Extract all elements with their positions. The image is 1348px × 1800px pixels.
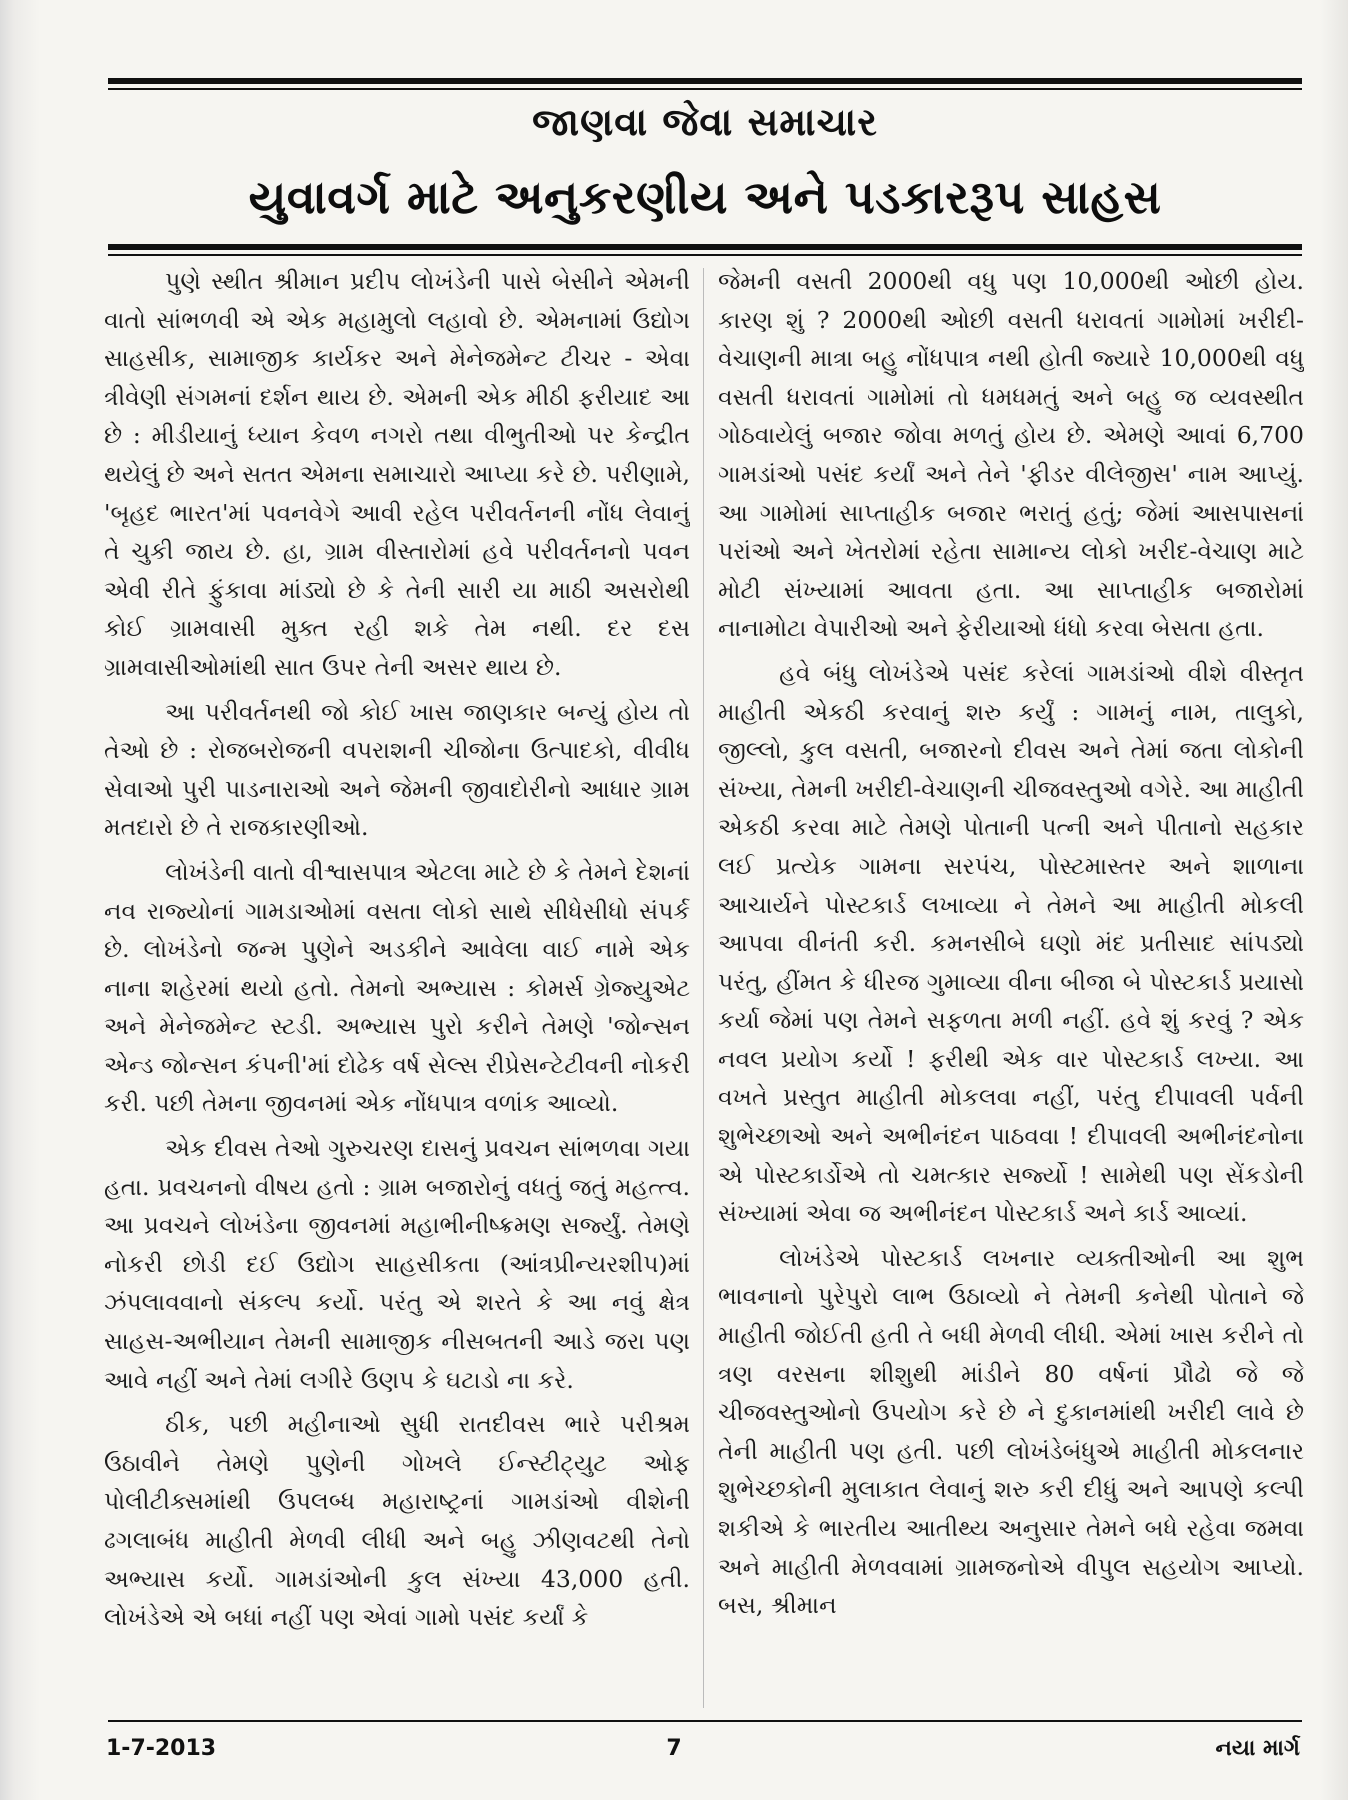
issue-date: 1-7-2013	[106, 1736, 217, 1761]
article-headline: યુવાવર્ગ માટે અનુકરણીય અને પડકારરૂપ સાહસ	[248, 170, 1162, 224]
right-paragraph-2: હવે બંધુ લોખંડેએ પસંદ કરેલાં ગામડાંઓ વીશે વીસ્તૃત માહીતી એકઠી કરવાનું શરુ કર્યું : ગામનું નામ, તાલુકો, જીલ્લો, કુલ વસતી, બજારનો દીવસ અને તેમાં જતા લોકોની સંખ્યા, તેમની ખરીદી-વેચાણની ચીજવસ્તુઓ વગેરે. આ માહીતી એકઠી કરવા માટે તેમણે પોતાની પત્ની અને પીતાનો સહકાર લઈ પ્રત્યેક ગામના સરપંચ, પોસ્ટમાસ્તર અને શાળાના આચાર્યને પોસ્ટકાર્ડ લખાવ્યા ને તેમને આ માહીતી મોકલી આપવા વીનંતી કરી. કમનસીબે ઘણો મંદ પ્રતીસાદ સાંપડ્યો પરંતુ, હીંમત કે ધીરજ ગુમાવ્યા વીના બીજા બે પોસ્ટકાર્ડ પ્રયાસો કર્યા જેમાં પણ તેમને સફળતા મળી નહીં. હવે શું કરવું ? એક નવલ પ્રયોગ કર્યો ! ફરીથી એક વાર પોસ્ટકાર્ડ લખ્યા. આ વખતે પ્રસ્તુત માહીતી મોકલવા નહીં, પરંતુ દીપાવલી પર્વની શુભેચ્છાઓ અને અભીનંદન પાઠવવા ! દીપાવલી અભીનંદનોના એ પોસ્ટકાર્ડોએ તો ચમત્કાર સર્જ્યો ! સામેથી પણ સેંકડોની સંખ્યામાં એવા જ અભીનંદન પોસ્ટકાર્ડ અને કાર્ડ આવ્યાં.	[718, 658, 1304, 1228]
column-divider	[703, 268, 704, 1708]
footer-rule	[108, 1720, 1302, 1722]
left-paragraph-3: લોખંડેની વાતો વીશ્વાસપાત્ર એટલા માટે છે કે તેમને દેશનાં નવ રાજ્યોનાં ગામડાઓમાં વસતા લોકો સાથે સીધેસીધો સંપર્ક છે. લોખંડેનો જન્મ પુણેને અડકીને આવેલા વાઈ નામે એક નાના શહેરમાં થયો હતો. તેમનો અભ્યાસ : કોમર્સ ગ્રેજ્યુએટ અને મેનેજમેન્ટ સ્ટડી. અભ્યાસ પુરો કરીને તેમણે 'જોન્સન એન્ડ જોન્સન કંપની'માં દોઢેક વર્ષ સેલ્સ રીપ્રેસન્ટેટીવની નોકરી કરી. પછી તેમના જીવનમાં એક નોંધપાત્ર વળાંક આવ્યો.	[104, 857, 690, 1118]
right-paragraph-1: જેમની વસતી 2000થી વધુ પણ 10,000થી ઓછી હોય. કારણ શું ? 2000થી ઓછી વસતી ધરાવતાં ગામોમાં ખરીદી- વેચાણની માત્રા બહુ નોંધપાત્ર નથી હોતી જ્યારે 10,000થી વધુ વસતી ધરાવતાં ગામોમાં તો ધમધમતું અને બહુ જ વ્યવસ્થીત ગોઠવાયેલું બજાર જોવા મળતું હોય છે. એમણે આવાં 6,700 ગામડાંઓ પસંદ કર્યાં અને તેને 'ફીડર વીલેજીસ' નામ આપ્યું. આ ગામોમાં સાપ્તાહીક બજાર ભરાતું હતું; જેમાં આસપાસનાં પરાંઓ અને ખેતરોમાં રહેતા સામાન્ય લોકો ખરીદ-વેચાણ માટે મોટી સંખ્યામાં આવતા હતા. આ સાપ્તાહીક બજારોમાં નાનામોટા વેપારીઓ અને ફેરીયાઓ ધંધો કરવા બેસતા હતા.	[718, 267, 1304, 643]
top-rule	[108, 78, 1302, 84]
left-paragraph-1: પુણે સ્થીત શ્રીમાન પ્રદીપ લોખંડેની પાસે બેસીને એમની વાતો સાંભળવી એ એક મહામુલો લહાવો છે. એમનામાં ઉદ્યોગ સાહસીક, સામાજીક કાર્યકર અને મેનેજમેન્ટ ટીચર - એવા ત્રીવેણી સંગમનાં દર્શન થાય છે. એમની એક મીઠી ફરીયાદ આ છે : મીડીયાનું ધ્યાન કેવળ નગરો તથા વીભુતીઓ પર કેન્દ્રીત થયેલું છે અને સતત એમના સમાચારો આપ્યા કરે છે. પરીણામે, 'બૃહદ ભારત'માં પવનવેગે આવી રહેલ પરીવર્તનની નોંધ લેવાનું તે ચુકી જાય છે. હા, ગ્રામ વીસ્તારોમાં હવે પરીવર્તનનો પવન એવી રીતે ફુંકાવા માંડ્યો છે કે તેની સારી યા માઠી અસરોથી કોઈ ગ્રામવાસી મુક્ત રહી શકે તેમ નથી. દર દસ ગ્રામવાસીઓમાંથી સાત ઉપર તેની અસર થાય છે.	[104, 267, 690, 681]
right-column	[718, 262, 1304, 1714]
publication-name: નયા માર્ગ	[1215, 1736, 1300, 1761]
page-number: 7	[666, 1736, 682, 1761]
headline-rule	[108, 244, 1302, 250]
right-paragraph-3: લોખંડેએ પોસ્ટકાર્ડ લખનાર વ્યક્તીઓની આ શુભ ભાવનાનો પુરેપુરો લાભ ઉઠાવ્યો ને તેમની કનેથી પોતાને જે માહીતી જોઈતી હતી તે બધી મેળવી લીધી. એમાં ખાસ કરીને તો ત્રણ વરસના શીશુથી માંડીને 80 વર્ષનાં પ્રૌઢો જે જે ચીજવસ્તુઓનો ઉપયોગ કરે છે ને દુકાનમાંથી ખરીદી લાવે છે તેની માહીતી પણ હતી. પછી લોખંડેબંધુએ માહીતી મોકલનાર શુભેચ્છકોની મુલાકાત લેવાનું શરુ કરી દીધું અને આપણે કલ્પી શકીએ કે ભારતીય આતીથ્ય અનુસાર તેમને બધે રહેવા જમવા અને માહીતી મેળવવામાં ગ્રામજનોએ વીપુલ સહયોગ આપ્યો. બસ, શ્રીમાન	[718, 1243, 1304, 1620]
section-kicker: જાણવા જેવા સમાચાર	[532, 100, 878, 144]
headline-rule-thin	[108, 254, 1302, 256]
left-column	[104, 262, 690, 1714]
left-paragraph-5: ઠીક, પછી મહીનાઓ સુધી રાતદીવસ ભારે પરીશ્રમ ઉઠાવીને તેમણે પુણેની ગોખલે ઈન્સ્ટીટ્યુટ ઓફ પોલીટીક્સમાંથી ઉપલબ્ધ મહારાષ્ટ્રનાં ગામડાંઓ વીશેની ઢગલાબંધ માહીતી મેળવી લીધી અને બહુ ઝીણવટથી તેનો અભ્યાસ કર્યો. ગામડાંઓની કુલ સંખ્યા 43,000 હતી. લોખંડેએ એ બધાં નહીં પણ એવાં ગામો પસંદ કર્યાં કે	[104, 1410, 690, 1632]
left-paragraph-2: આ પરીવર્તનથી જો કોઈ ખાસ જાણકાર બન્યું હોય તો તેઓ છે : રોજબરોજની વપરાશની ચીજોના ઉત્પાદકો, વીવીધ સેવાઓ પુરી પાડનારાઓ અને જેમની જીવાદોરીનો આધાર ગ્રામ મતદારો છે તે રાજકારણીઓ.	[104, 697, 690, 842]
left-paragraph-4: એક દીવસ તેઓ ગુરુચરણ દાસનું પ્રવચન સાંભળવા ગયા હતા. પ્રવચનનો વીષય હતો : ગ્રામ બજારોનું વધતું જતું મહત્ત્વ. આ પ્રવચને લોખંડેના જીવનમાં મહાભીનીષ્ક્રમણ સર્જ્યું. તેમણે નોકરી છોડી દઈ ઉદ્યોગ સાહસીકતા (આંત્રપ્રીન્યરશીપ)માં ઝંપલાવવાનો સંકલ્પ કર્યો. પરંતુ એ શરતે કે આ નવું ક્ષેત્ર સાહસ-અભીયાન તેમની સામાજીક નીસબતની આડે જરા પણ આવે નહીં અને તેમાં લગીરે ઉણપ કે ઘટાડો ના કરે.	[104, 1134, 690, 1394]
top-rule-thin	[108, 88, 1302, 90]
